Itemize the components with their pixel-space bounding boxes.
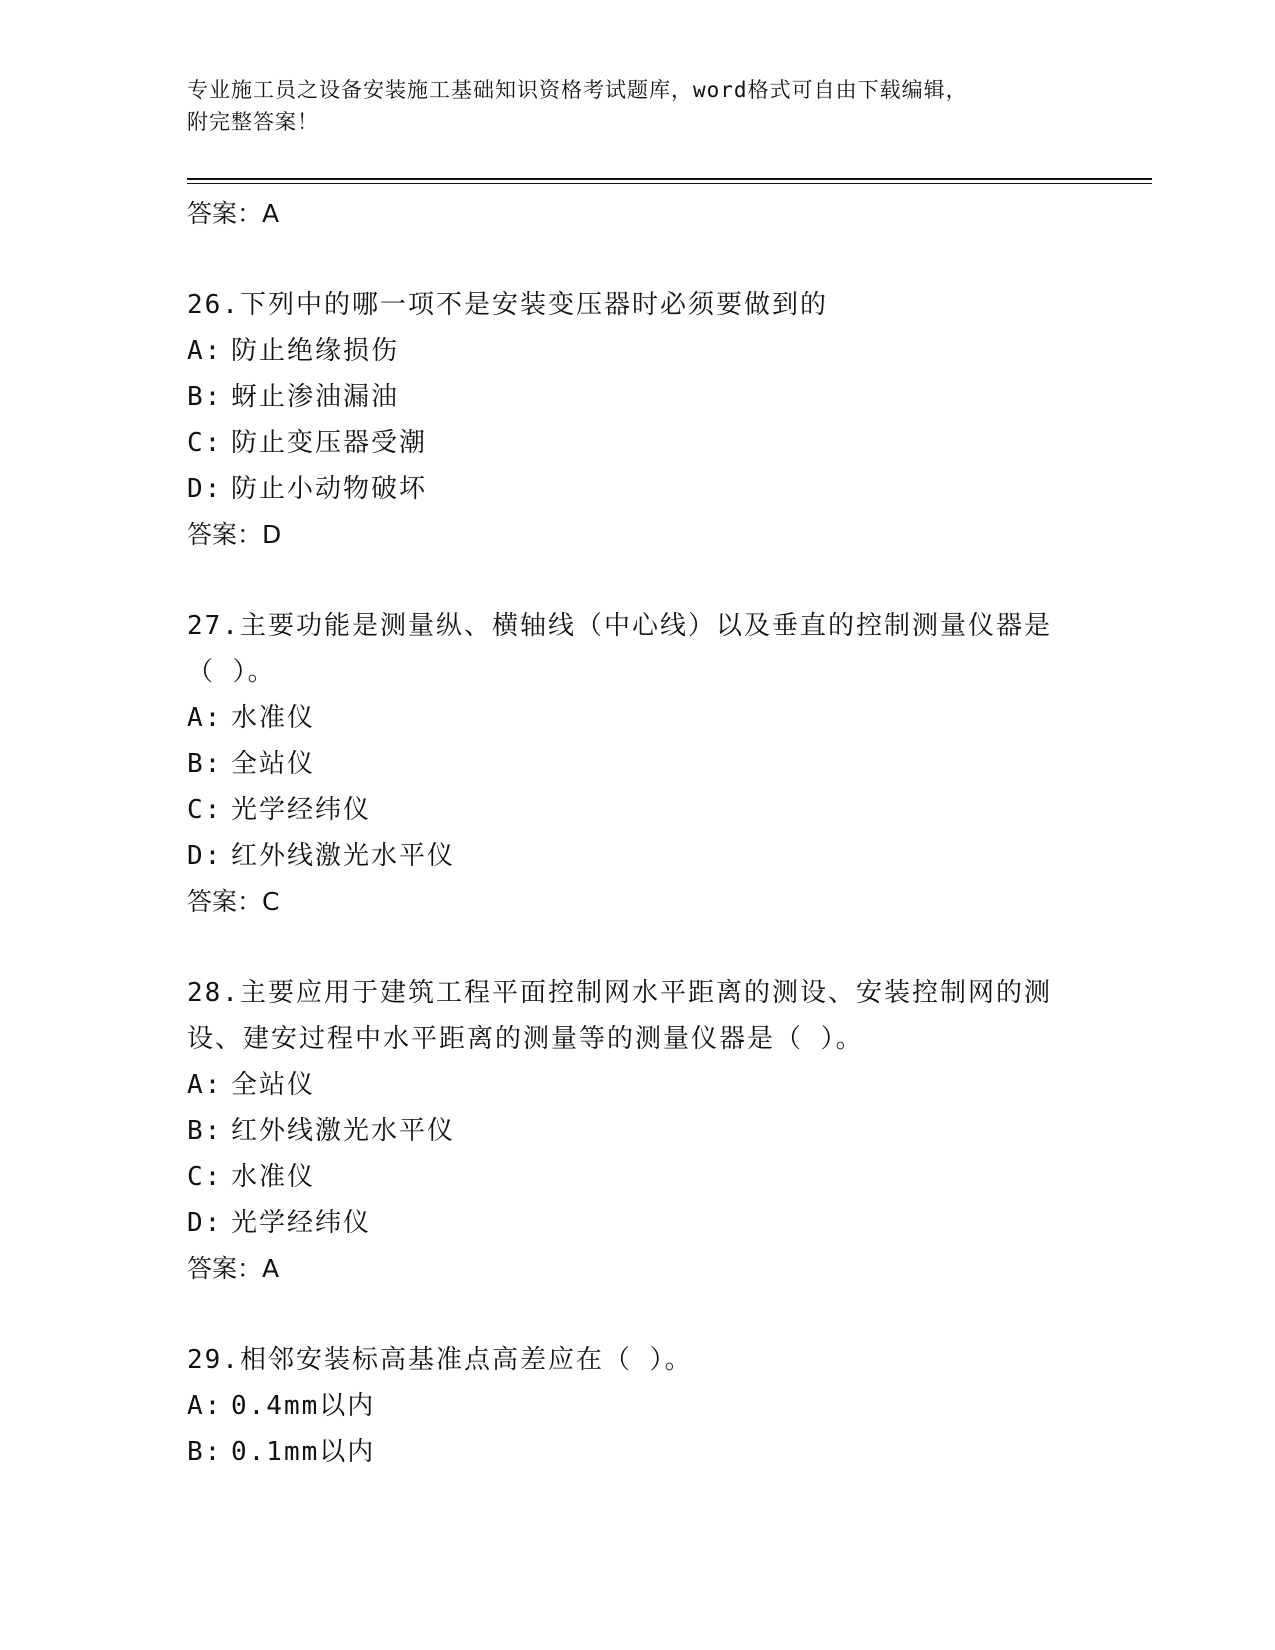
option-d	[187, 833, 1087, 879]
option-letter: B:	[187, 1116, 223, 1146]
header-divider-thin	[187, 183, 1152, 184]
option-c	[187, 787, 1087, 833]
option-text: 水准仪	[231, 703, 316, 733]
header-line-1: 专业施工员之设备安装施工基础知识资格考试题库，word格式可自由下载编辑，	[187, 78, 968, 102]
spacer	[187, 558, 1087, 603]
option-letter: B:	[187, 382, 223, 412]
option-text: 防止变压器受潮	[231, 428, 428, 458]
question-block	[187, 970, 1087, 1292]
option-d	[187, 466, 1087, 512]
option-a	[187, 695, 1087, 741]
option-text: 红外线激光水平仪	[231, 841, 456, 871]
answer-line: 答案：D	[187, 520, 282, 549]
option-text: 蚜止渗油漏油	[231, 382, 400, 412]
option-c	[187, 1154, 1087, 1200]
option-c	[187, 420, 1087, 466]
question-text: 28.主要应用于建筑工程平面控制网水平距离的测设、安装控制网的测	[187, 978, 1052, 1008]
spacer	[187, 925, 1087, 970]
option-letter: C:	[187, 1162, 223, 1192]
option-text: 全站仪	[231, 749, 316, 779]
question-text: 29.相邻安装标高基准点高差应在（ ）。	[187, 1345, 693, 1375]
question-block	[187, 1337, 1087, 1475]
option-text: 光学经纬仪	[231, 1208, 372, 1238]
option-a	[187, 1383, 1087, 1429]
option-text: 防止小动物破坏	[231, 474, 428, 504]
answer-line: 答案：A	[187, 1254, 280, 1283]
question-text-continued: 设、建安过程中水平距离的测量等的测量仪器是（ ）。	[187, 1024, 864, 1054]
option-text: 红外线激光水平仪	[231, 1116, 456, 1146]
spacer	[187, 1292, 1087, 1337]
option-text: 水准仪	[231, 1162, 316, 1192]
option-a	[187, 328, 1087, 374]
document-header	[187, 74, 1087, 138]
option-letter: A:	[187, 1391, 223, 1421]
question-text: 26.下列中的哪一项不是安装变压器时必须要做到的	[187, 290, 828, 320]
spacer	[187, 237, 1087, 282]
option-letter: C:	[187, 428, 223, 458]
option-letter: B:	[187, 1437, 223, 1467]
option-letter: A:	[187, 336, 223, 366]
option-letter: B:	[187, 749, 223, 779]
option-text: 0.4mm以内	[231, 1391, 376, 1421]
option-a	[187, 1062, 1087, 1108]
answer-line: 答案：C	[187, 887, 280, 916]
option-text: 光学经纬仪	[231, 795, 372, 825]
question-text: 27.主要功能是测量纵、横轴线（中心线）以及垂直的控制测量仪器是	[187, 611, 1052, 641]
option-b	[187, 741, 1087, 787]
option-b	[187, 1108, 1087, 1154]
option-d	[187, 1200, 1087, 1246]
question-content	[187, 191, 1087, 1475]
option-letter: D:	[187, 474, 223, 504]
option-text: 全站仪	[231, 1070, 316, 1100]
header-line-2: 附完整答案！	[187, 110, 319, 134]
option-letter: D:	[187, 841, 223, 871]
question-text-continued: （ ）。	[187, 657, 276, 687]
option-letter: A:	[187, 1070, 223, 1100]
answer-line: 答案：A	[187, 199, 280, 228]
question-block	[187, 603, 1087, 925]
option-text: 防止绝缘损伤	[231, 336, 400, 366]
option-text: 0.1mm以内	[231, 1437, 376, 1467]
question-block	[187, 282, 1087, 558]
option-letter: C:	[187, 795, 223, 825]
option-b	[187, 374, 1087, 420]
option-letter: A:	[187, 703, 223, 733]
option-b	[187, 1429, 1087, 1475]
option-letter: D:	[187, 1208, 223, 1238]
header-divider-thick	[187, 178, 1152, 180]
